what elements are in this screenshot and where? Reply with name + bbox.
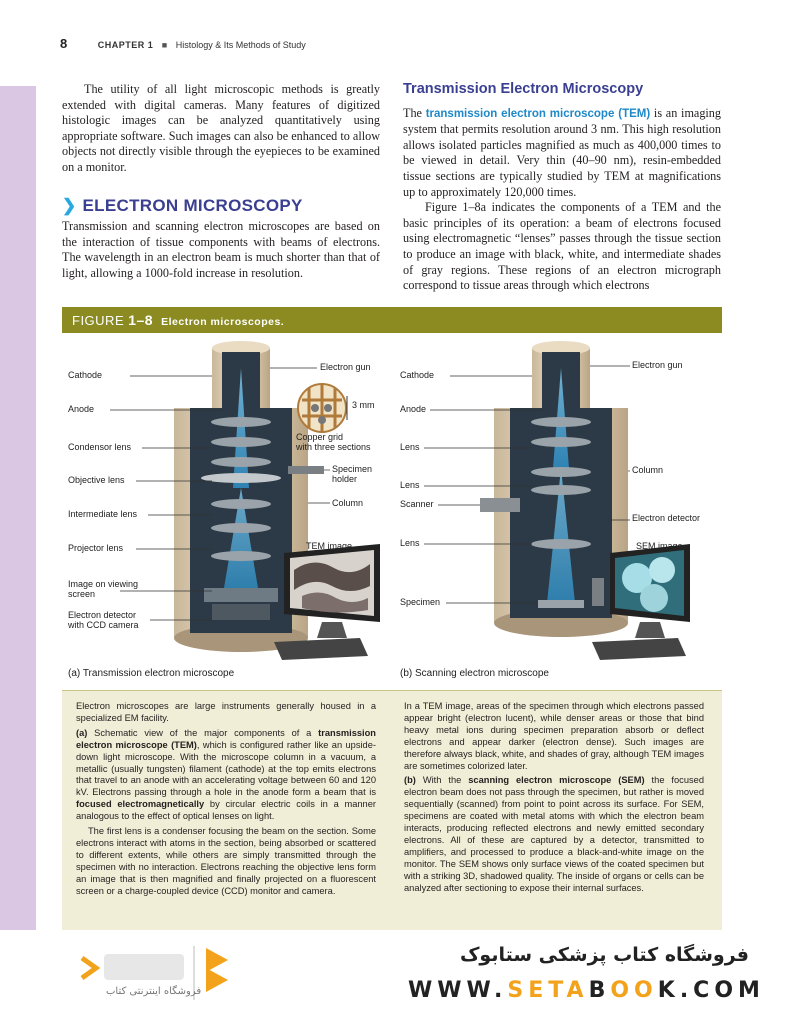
store-url: WWW.SETABOOK.COM (408, 978, 765, 1003)
sem-column (480, 341, 628, 637)
label-sem-lens-3: Lens (400, 538, 420, 548)
label-sem-column: Column (632, 465, 664, 475)
caption-intro: Electron microscopes are large instruments generally housed in a specialized EM facility. (76, 701, 376, 723)
subsection-heading: Transmission Electron Microscopy (403, 81, 644, 97)
label-sem-detector: Electron detector (632, 513, 701, 523)
caption-part-a: (a) Schematic view of the major components of a transmission electron microscope (TEM), which is configured rather like an upside-down light microscope. With the microscope column in a vacuum, a metallic (usually tungsten) filament (cathode) at the top emits electrons that travel to an anode with an accelerating voltage between 60 and 120 kV. Electrons passing through a hole in the anode form a beam that is focused electromagnetically by circular electric coils in a manner analogous to the effect of optical lenses on light. (76, 727, 376, 822)
logo-subtitle: فروشگاه اینترنتی کتاب (106, 986, 202, 997)
label-projector-lens: Projector lens (68, 543, 124, 553)
caption-tem-image-note: In a TEM image, areas of the specimen through which electrons passed appear bright (electron lucent), while denser areas or those that bind heavy metal ions during specimen preparation absorb or deflect electrons and appear darker (electron dense). Such images are therefore always black, white, and shades of gray, although TEM images are sometimes colorized later. (404, 701, 704, 771)
label-sem-image: SEM image (636, 541, 683, 551)
label-tem-detector: Electron detector with CCD camera (68, 610, 139, 630)
label-intermediate-lens: Intermediate lens (68, 509, 138, 519)
label-tem-cathode: Cathode (68, 370, 103, 380)
label-sem-anode: Anode (400, 404, 427, 414)
tem-paragraph: The transmission electron microscope (TEM) is an imaging system that permits resolution around 3 nm. This high resolution allows isolated particles magnified as much as 400,000 times to be viewed in detail. Very thin (40–90 nm), resin-embedded tissue sections are typically studied by TEM at magnifications up to approximately 120,000 times. (403, 105, 721, 199)
running-header (60, 36, 306, 51)
section-heading: ❯ ELECTRON MICROSCOPY (62, 195, 303, 215)
label-copper-grid: Copper grid with three sections (296, 432, 371, 452)
figure-caption-box (62, 690, 722, 931)
figure-number: 1–8 (128, 312, 154, 328)
label-objective-lens: Objective lens (68, 475, 125, 485)
caption-part-b: (b) With the scanning electron microscope (SEM) the focused electron beam does not pass through the specimen, but rather is moved sequentially (scanned) from point to point across its surface. For SEM, specimens are coated with metal atoms with which the electron beam interacts, producing reflected electrons and newly emitted secondary electrons. All of these are captured by a detector, transmitted to amplifiers, and processed to produce a black-and-white image on the monitor. The SEM shows only surface views of the coated specimen but with a striking 3D, shadowed quality. The inside of organs or cells can be analyzed after sectioning to expose their internal surfaces. (404, 775, 704, 893)
header-separator: ■ (161, 40, 168, 50)
label-condensor-lens: Condensor lens (68, 442, 132, 452)
caption-left-column (76, 701, 376, 901)
figure-diagram (62, 338, 722, 683)
chevron-right-icon: ❯ (62, 195, 77, 215)
figure-reference-paragraph: Figure 1–8a indicates the components of a TEM and the basic principles of its operation: a beam of electrons focused using electromagnetic “lenses” passes through the tissue section to produce an image with black, white, and intermediate shades of gray regions. These regions of an electron micrograph correspond to tissue areas through which electrons (403, 200, 721, 293)
figure-title: Electron microscopes. (161, 316, 285, 328)
intro-paragraph: The utility of all light microscopic methods is greatly extended with digital cameras. Many features of digitized histologic images can be analyzed quantitatively using appropriate software. Such images can also be enhanced to allow objects not directly visible through the eyepieces to be examined on a monitor. (62, 82, 380, 174)
setabook-logo (76, 938, 236, 1008)
caption-tem: (a) Transmission electron microscope (68, 668, 235, 679)
label-viewing-screen: Image on viewing screen (68, 579, 139, 599)
chapter-label: CHAPTER 1 (97, 40, 154, 50)
page-number: 8 (60, 36, 68, 51)
section-paragraph: Transmission and scanning electron microscopes are based on the interaction of tissue components with beams of electrons. The wavelength in an electron beam is much shorter than that of light, allowing a 1000-fold increase in resolution. (62, 219, 380, 280)
label-specimen: Specimen (400, 597, 441, 607)
right-column (403, 82, 721, 294)
label-tem-electron-gun: Electron gun (320, 362, 371, 372)
term-tem: transmission electron microscope (TEM) (425, 107, 651, 120)
label-sem-electron-gun: Electron gun (632, 360, 683, 370)
microscope-illustration (62, 338, 722, 683)
caption-right-column (404, 701, 704, 898)
label-scale: 3 mm (352, 400, 375, 410)
label-sem-cathode: Cathode (400, 370, 435, 380)
caption-part-a-continued: The first lens is a condenser focusing the beam on the section. Some electrons interact with atoms in the section, being absorbed or scattered to different extents, while others are simply transmitted through the specimen with no interaction. Electrons reaching the objective lens form an image that is then magnified and finally projected on a fluorescent screen or a charge-coupled device (CCD) monitor and camera. (76, 826, 376, 896)
left-column (62, 82, 380, 282)
side-tab (0, 86, 36, 930)
tem-monitor (274, 544, 380, 660)
label-specimen-holder: Specimen holder (332, 464, 373, 484)
label-tem-column: Column (332, 498, 364, 508)
copper-grid-inset (298, 384, 347, 432)
label-sem-lens-2: Lens (400, 480, 420, 490)
figure-title-bar: FIGURE 1–8 Electron microscopes. (62, 307, 722, 333)
label-tem-anode: Anode (68, 404, 95, 414)
store-title: فروشگاه کتاب پزشکی ستابوک (459, 944, 749, 966)
label-sem-lens-1: Lens (400, 442, 420, 452)
label-scanner: Scanner (400, 499, 434, 509)
caption-sem: (b) Scanning electron microscope (400, 668, 549, 679)
store-banner (36, 930, 789, 1010)
label-tem-image: TEM image (306, 541, 353, 551)
chapter-title: Histology & Its Methods of Study (175, 40, 306, 50)
